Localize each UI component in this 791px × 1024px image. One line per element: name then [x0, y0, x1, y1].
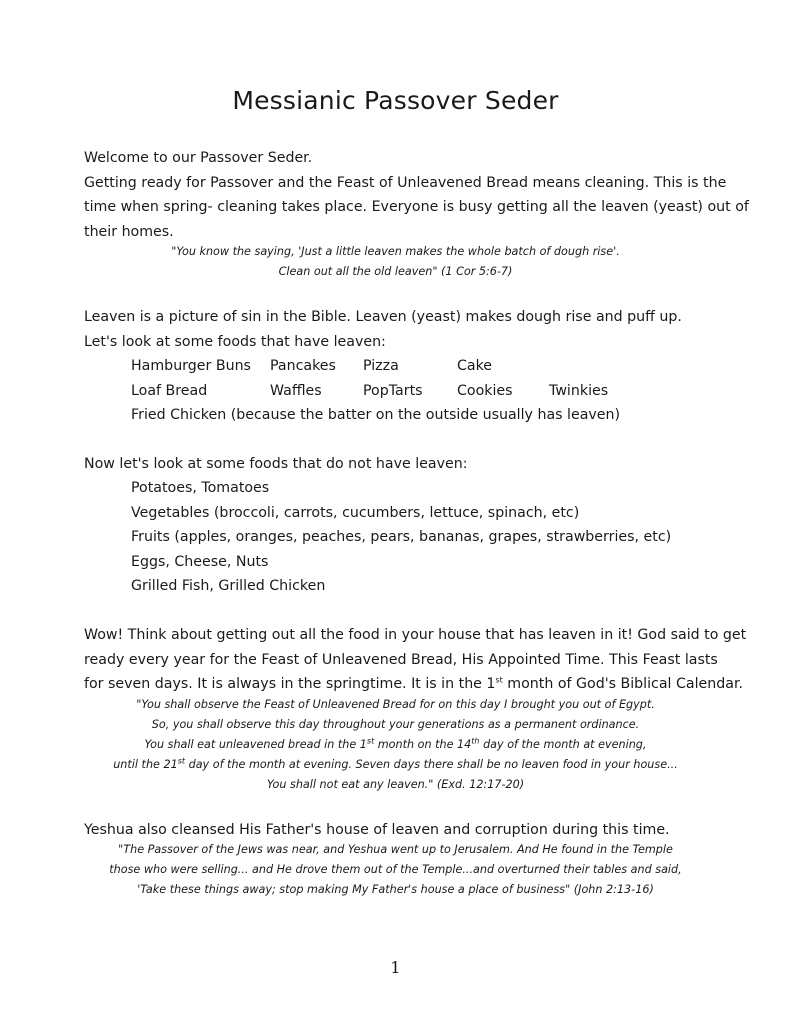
quote-line: 'Take these things away; stop making My Father's house a place of business" (John 2:13-16) [137, 883, 654, 896]
quote-line: So, you shall observe this day throughout your generations as a permanent ordinance. [151, 718, 640, 731]
leaven-line: Let's look at some foods that have leaven: [84, 333, 386, 350]
quote-line: "You shall observe the Feast of Unleavened Bread for on this day I brought you out of Egypt. [136, 698, 655, 711]
leaven-food-row [131, 354, 691, 379]
leaven-line: Leaven is a picture of sin in the Bible. Leaven (yeast) makes dough rise and puff up. [84, 309, 682, 325]
no-leaven-heading: Now let's look at some foods that do not have leaven: [84, 456, 468, 472]
food-item: Fried Chicken (because the batter on the outside usually has leaven) [131, 407, 621, 423]
intro-line: Getting ready for Passover and the Feast of Unleavened Bread means cleaning. This is the [84, 174, 727, 191]
scripture-quote-2 [60, 695, 731, 795]
yeshua-paragraph [84, 818, 714, 843]
scripture-quote-3 [60, 840, 731, 900]
leaven-paragraph [84, 305, 714, 354]
food-item: Pizza [363, 358, 399, 374]
food-item: Hamburger Buns [131, 358, 251, 374]
leaven-food-list [131, 354, 691, 428]
quote-line: "The Passover of the Jews was near, and Yeshua went up to Jerusalem. And He found in the Temple [118, 843, 673, 856]
food-item: Cake [457, 358, 493, 374]
quote-line: You shall not eat any leaven." (Exd. 12:17-20) [266, 778, 525, 791]
leaven-food-row [131, 379, 691, 404]
welcome-line: Welcome to our Passover Seder. [84, 150, 313, 166]
food-item: PopTarts [363, 382, 423, 399]
intro-paragraph [84, 146, 749, 244]
no-leaven-heading-block [84, 452, 714, 477]
scripture-quote-1 [60, 242, 731, 282]
food-item: Loaf Bread [131, 382, 208, 399]
quote-line: Clean out all the old leaven" (1 Cor 5:6-7) [278, 265, 513, 278]
quote-line: those who were selling... and He drove them out of the Temple...and overturned their tables and said, [109, 863, 682, 876]
page-number: 1 [390, 958, 401, 977]
food-item: Twinkies [549, 382, 609, 399]
page-title: Messianic Passover Seder [232, 86, 559, 115]
quote-line: "You know the saying, 'Just a little leaven makes the whole batch of dough rise'. [171, 245, 620, 258]
quote-line: You shall eat unleavened bread in the 1st month on the 14th day of the month at evening, [144, 736, 647, 751]
intro-line: their homes. [84, 223, 174, 240]
food-item: Pancakes [270, 358, 336, 374]
quote-line: until the 21st day of the month at evening. Seven days there shall be no leaven food in your house... [113, 756, 678, 771]
yeshua-line: Yeshua also cleansed His Father's house of leaven and corruption during this time. [84, 822, 670, 838]
document-page: Messianic Passover Seder Welcome to our Passover Seder. Getting ready for Passover and the Feast of Unleavened Bread means cleaning. This is the time when spring- cleaning takes place. Everyone is busy getting all the leaven (yeast) out of their homes. "You know the saying, 'Just a little leaven makes the whole batch of dough rise'. Clean out all the old leaven" (1 Cor 5:6-7) Leaven is a picture of sin in the Bible. Leaven (yeast) makes dough rise and puff up. Let's look at some foods that have leaven: Hamburger Buns Pancakes Pizza Cake Loaf Bread Waffles PopTarts Cookies Twinkies Fried Chicken (because the batter on the outside usually has leaven) Now let's look at some foods that do not have leaven: Potatoes, Tomatoes Vegetables (broccoli, carrots, cucumbers, lettuce, spinach, etc) Fruits (apples, oranges, peaches, pears, bananas, grapes, strawberries, etc) Eggs, Cheese, Nuts Grilled Fish, Grilled Chicken Wow! Think about getting out all the food in your house that has leaven in it! God said to get ready every year for the Feast of Unleavened Bread, His Appointed Time. This Feast lasts for seven days. It is always in the springtime. It is in the 1st month of God's Biblical Calendar. "You shall observe the Feast of Unleavened Bread for on this day I brought you out of Egypt. So, you shall observe this day throughout your generations as a permanent ordinance. You shall eat unleavened bread in the 1st month on the 14th day of the month at evening, until the 21st day of the month at evening. Seven days there shall be no leaven food in your house... You shall not eat any leaven." (Exd. 12:17-20) Yeshua also cleansed His Father's house of leaven and corruption during this time. "The Passover of the Jews was near, and Yeshua went up to Jerusalem. And He found in the Temple those who were selling... and He drove them out of the Temple...and overturned their tables and said, 'Take these things away; stop making My Father's house a place of business" (John 2:13-16) 1 [0, 0, 791, 1024]
wow-line: Wow! Think about getting out all the food in your house that has leaven in it! God said to get [84, 627, 747, 643]
wow-line: ready every year for the Feast of Unleavened Bread, His Appointed Time. This Feast lasts [84, 651, 718, 668]
food-item: Waffles [270, 382, 322, 399]
leaven-food-row [131, 403, 691, 428]
intro-line: time when spring- cleaning takes place. Everyone is busy getting all the leaven (yeast) out of [84, 199, 749, 215]
food-item: Cookies [457, 382, 513, 399]
wow-paragraph [84, 623, 747, 697]
wow-line: for seven days. It is always in the springtime. It is in the 1st month of God's Biblical Calendar. [84, 675, 744, 692]
